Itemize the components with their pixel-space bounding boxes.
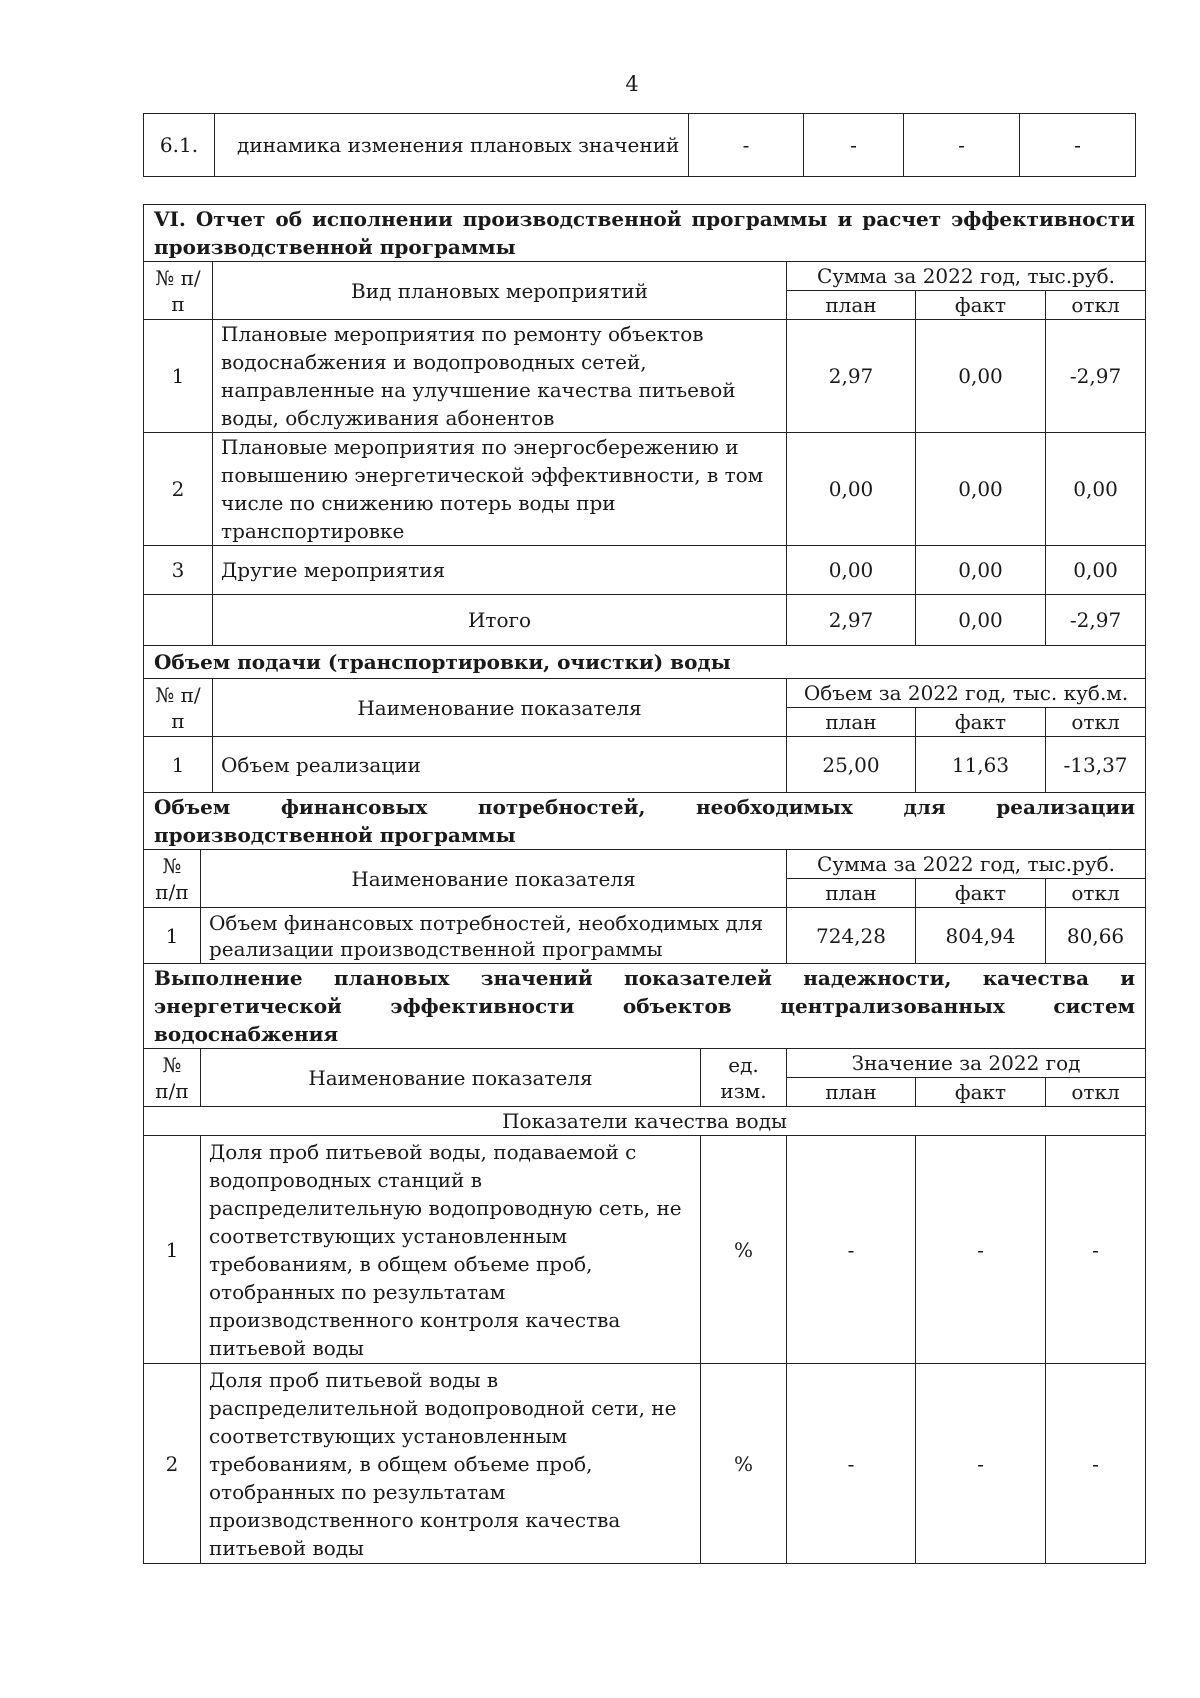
column-header-deviation: откл bbox=[1046, 879, 1146, 908]
row-value: - bbox=[689, 114, 804, 177]
row-deviation: - bbox=[1046, 1136, 1146, 1364]
row-fact: - bbox=[916, 1364, 1046, 1564]
column-header-fact: факт bbox=[916, 1078, 1046, 1107]
table-row bbox=[144, 1136, 1146, 1364]
column-header-name: Наименование показателя bbox=[201, 850, 787, 908]
column-header-deviation: откл bbox=[1046, 291, 1146, 320]
column-header-fact: факт bbox=[916, 879, 1046, 908]
header-row bbox=[144, 850, 1146, 879]
row-number: 6.1. bbox=[144, 114, 215, 177]
column-header-fact: факт bbox=[916, 708, 1046, 737]
row-plan: 0,00 bbox=[787, 546, 916, 595]
row-unit: % bbox=[701, 1136, 787, 1364]
section-title-row bbox=[144, 205, 1146, 262]
row-deviation: -13,37 bbox=[1046, 737, 1146, 793]
row-name: Плановые мероприятия по ремонту объектов водоснабжения и водопроводных сетей, направленные на улучшение качества питьевой воды, обслуживания абонентов bbox=[213, 320, 787, 433]
row-number: 1 bbox=[144, 320, 213, 433]
subheader: Показатели качества воды bbox=[144, 1107, 1146, 1136]
row-number: 3 bbox=[144, 546, 213, 595]
row-fact: 0,00 bbox=[916, 546, 1046, 595]
row-number: 1 bbox=[144, 737, 213, 793]
section-title: Объем подачи (транспортировки, очистки) воды bbox=[144, 646, 1146, 679]
header-row bbox=[144, 262, 1146, 291]
column-header-number: № п/п bbox=[144, 850, 201, 908]
column-header-name: Вид плановых мероприятий bbox=[213, 262, 787, 320]
row-fact: - bbox=[916, 1136, 1046, 1364]
row-plan: 0,00 bbox=[787, 433, 916, 546]
column-header-name: Наименование показателя bbox=[213, 679, 787, 737]
row-number: 2 bbox=[144, 433, 213, 546]
column-header-number: № п/п bbox=[144, 679, 213, 737]
row-deviation: 80,66 bbox=[1046, 908, 1146, 964]
row-value: - bbox=[1020, 114, 1136, 177]
row-deviation: -2,97 bbox=[1046, 320, 1146, 433]
table-row bbox=[144, 546, 1146, 595]
row-plan: 25,00 bbox=[787, 737, 916, 793]
row-name: Объем финансовых потребностей, необходимых для реализации производственной программы bbox=[201, 908, 787, 964]
column-header-plan: план bbox=[787, 1078, 916, 1107]
column-header-sum: Сумма за 2022 год, тыс.руб. bbox=[787, 850, 1146, 879]
section-title-row bbox=[144, 646, 1146, 679]
table-row bbox=[144, 1364, 1146, 1564]
total-plan: 2,97 bbox=[787, 595, 916, 646]
row-value: - bbox=[804, 114, 904, 177]
header-row bbox=[144, 679, 1146, 708]
row-name: Доля проб питьевой воды в распределительной водопроводной сети, не соответствующих установленным требованиям, в общем объеме проб, отобранных по результатам производственного контроля качества питьевой воды bbox=[201, 1364, 701, 1564]
table-row bbox=[144, 433, 1146, 546]
dynamics-table bbox=[143, 113, 1136, 177]
column-header-value: Значение за 2022 год bbox=[787, 1049, 1146, 1078]
row-deviation: - bbox=[1046, 1364, 1146, 1564]
total-label: Итого bbox=[213, 595, 787, 646]
subheader-row bbox=[144, 1107, 1146, 1136]
row-number: 1 bbox=[144, 908, 201, 964]
report-table bbox=[143, 204, 1146, 1564]
section-title: Выполнение плановых значений показателей надежности, качества и энергетической эффективности объектов централизованных систем водоснабжения bbox=[144, 964, 1146, 1049]
column-header-sum: Сумма за 2022 год, тыс.руб. bbox=[787, 262, 1146, 291]
page-number: 4 bbox=[625, 72, 639, 96]
total-deviation: -2,97 bbox=[1046, 595, 1146, 646]
row-fact: 11,63 bbox=[916, 737, 1046, 793]
total-number bbox=[144, 595, 213, 646]
row-fact: 804,94 bbox=[916, 908, 1046, 964]
row-name: Плановые мероприятия по энергосбережению и повышению энергетической эффективности, в том числе по снижению потерь воды при транспортировке bbox=[213, 433, 787, 546]
column-header-fact: факт bbox=[916, 291, 1046, 320]
column-header-volume: Объем за 2022 год, тыс. куб.м. bbox=[787, 679, 1146, 708]
column-header-deviation: откл bbox=[1046, 708, 1146, 737]
row-name: Доля проб питьевой воды, подаваемой с водопроводных станций в распределительную водопроводную сеть, не соответствующих установленным требованиям, в общем объеме проб, отобранных по результатам производственного контроля качества питьевой воды bbox=[201, 1136, 701, 1364]
row-unit: % bbox=[701, 1364, 787, 1564]
column-header-deviation: откл bbox=[1046, 1078, 1146, 1107]
table-row bbox=[144, 320, 1146, 433]
row-label: динамика изменения плановых значений bbox=[215, 114, 689, 177]
column-header-plan: план bbox=[787, 291, 916, 320]
row-plan: 724,28 bbox=[787, 908, 916, 964]
column-header-name: Наименование показателя bbox=[201, 1049, 701, 1107]
row-plan: 2,97 bbox=[787, 320, 916, 433]
table-row bbox=[144, 737, 1146, 793]
total-fact: 0,00 bbox=[916, 595, 1046, 646]
row-name: Другие мероприятия bbox=[213, 546, 787, 595]
section-title-row bbox=[144, 964, 1146, 1049]
section-title-row bbox=[144, 793, 1146, 850]
row-value: - bbox=[904, 114, 1020, 177]
table-row bbox=[144, 908, 1146, 964]
column-header-number: № п/п bbox=[144, 262, 213, 320]
header-row bbox=[144, 1049, 1146, 1078]
row-deviation: 0,00 bbox=[1046, 546, 1146, 595]
column-header-plan: план bbox=[787, 708, 916, 737]
row-plan: - bbox=[787, 1364, 916, 1564]
row-number: 1 bbox=[144, 1136, 201, 1364]
row-deviation: 0,00 bbox=[1046, 433, 1146, 546]
row-fact: 0,00 bbox=[916, 433, 1046, 546]
column-header-plan: план bbox=[787, 879, 916, 908]
row-plan: - bbox=[787, 1136, 916, 1364]
row-number: 2 bbox=[144, 1364, 201, 1564]
column-header-unit: ед. изм. bbox=[701, 1049, 787, 1107]
table-row bbox=[144, 114, 1136, 177]
column-header-number: № п/п bbox=[144, 1049, 201, 1107]
section-title: VI. Отчет об исполнении производственной программы и расчет эффективности производственной программы bbox=[144, 205, 1146, 262]
section-title: Объем финансовых потребностей, необходимых для реализации производственной программы bbox=[144, 793, 1146, 850]
row-fact: 0,00 bbox=[916, 320, 1046, 433]
total-row bbox=[144, 595, 1146, 646]
row-name: Объем реализации bbox=[213, 737, 787, 793]
